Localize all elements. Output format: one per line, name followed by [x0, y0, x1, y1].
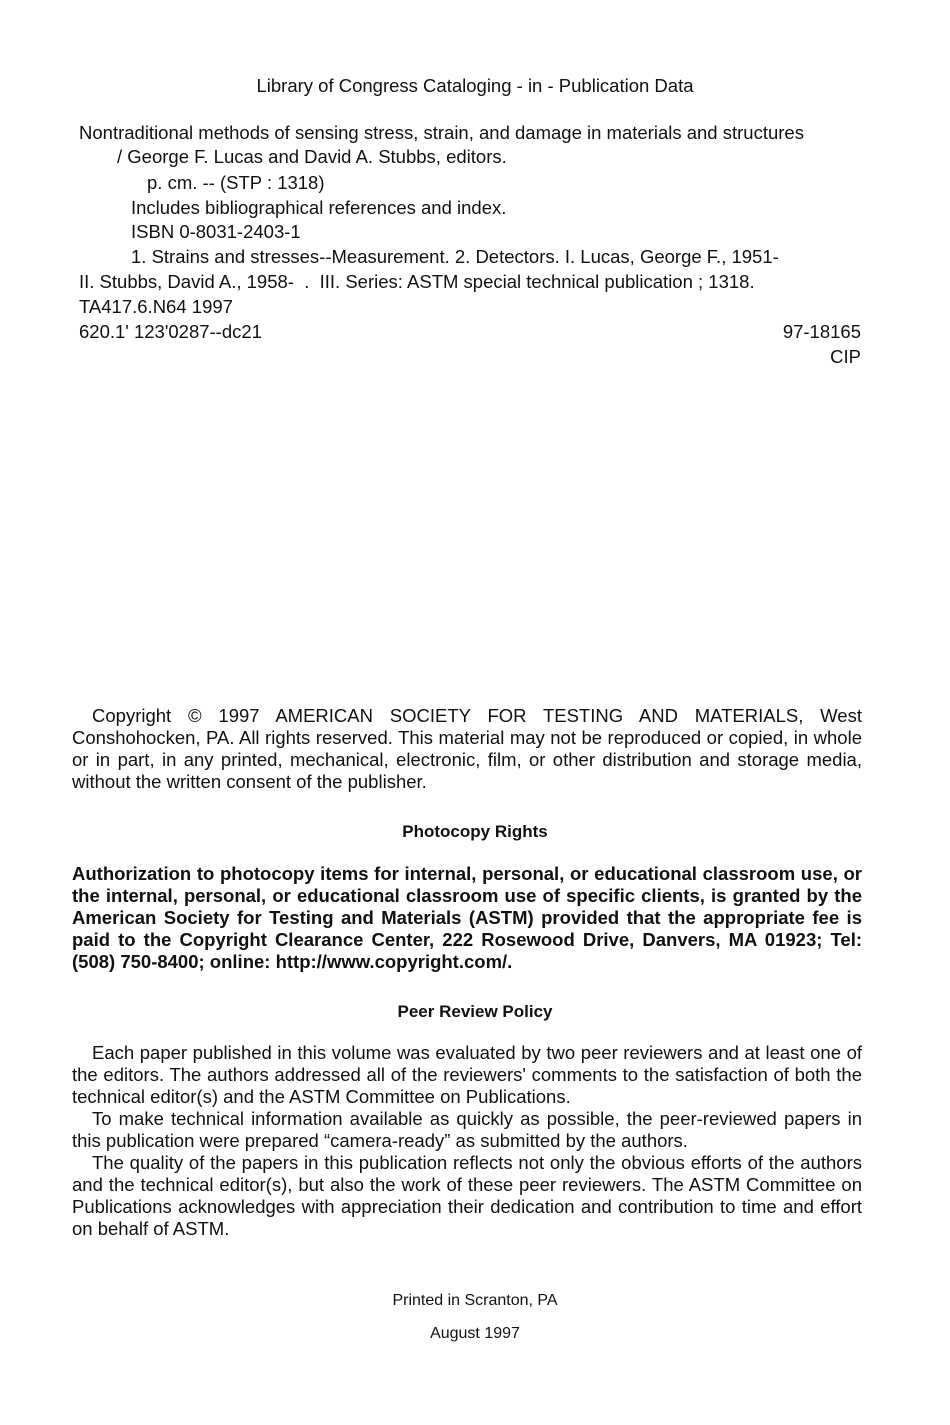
cip-header: Library of Congress Cataloging - in - Publication Data: [256, 75, 694, 96]
cip-subjects-line-2: II. Stubbs, David A., 1958- . III. Series: ASTM special technical publication ; 1318.: [79, 271, 755, 292]
cip-dewey: 620.1' 123'0287--dc21: [79, 321, 262, 342]
peer-review-paragraph-1: Each paper published in this volume was evaluated by two peer reviewers and at least one of the editors. The authors addressed all of the reviewers' comments to the satisfaction of both the technical editor(s) and the ASTM Committee on Publications.: [72, 1042, 862, 1107]
cip-pagination: p. cm. -- (STP : 1318): [147, 172, 325, 193]
cip-mark: CIP: [830, 346, 861, 367]
copyright-notice: Copyright © 1997 AMERICAN SOCIETY FOR TESTING AND MATERIALS, West Conshohocken, PA. All rights reserved. This material may not be reproduced or copied, in whole or in part, in any printed, mechanical, electronic, film, or other distribution and storage media, without the written consent of the publisher.: [72, 705, 862, 792]
printed-location: Printed in Scranton, PA: [392, 1292, 558, 1309]
peer-review-heading: Peer Review Policy: [397, 1002, 553, 1021]
peer-review-paragraph-3: The quality of the papers in this publication reflects not only the obvious efforts of the authors and the technical editor(s), but also the work of these peer reviewers. The ASTM Committee on Publications acknowledges with appreciation their dedication and contribution to time and effort on behalf of ASTM.: [72, 1152, 862, 1239]
photocopy-text: Authorization to photocopy items for internal, personal, or educational classroom use, or the internal, personal, or educational classroom use of specific clients, is granted by the American Society for Testing and Materials (ASTM) provided that the appropriate fee is paid to the Copyright Clearance Center, 222 Rosewood Drive, Danvers, MA 01923; Tel: (508) 750-8400; online: http://www.copyright.com/.: [72, 863, 862, 972]
cip-notes: Includes bibliographical references and index.: [131, 197, 507, 218]
cip-title-line-1: Nontraditional methods of sensing stress, strain, and damage in materials and structures: [79, 122, 804, 143]
cip-lccn: 97-18165: [782, 321, 861, 342]
cip-isbn: ISBN 0-8031-2403-1: [131, 221, 301, 242]
cip-subjects-line-1: 1. Strains and stresses--Measurement. 2. Detectors. I. Lucas, George F., 1951-: [131, 246, 779, 267]
printed-date: August 1997: [430, 1325, 520, 1342]
cip-lc-class: TA417.6.N64 1997: [79, 296, 233, 317]
photocopy-heading: Photocopy Rights: [402, 822, 548, 841]
peer-review-paragraph-2: To make technical information available as quickly as possible, the peer-reviewed papers in this publication were prepared “camera-ready” as submitted by the authors.: [72, 1108, 862, 1151]
cip-title-line-2: / George F. Lucas and David A. Stubbs, editors.: [117, 146, 507, 167]
